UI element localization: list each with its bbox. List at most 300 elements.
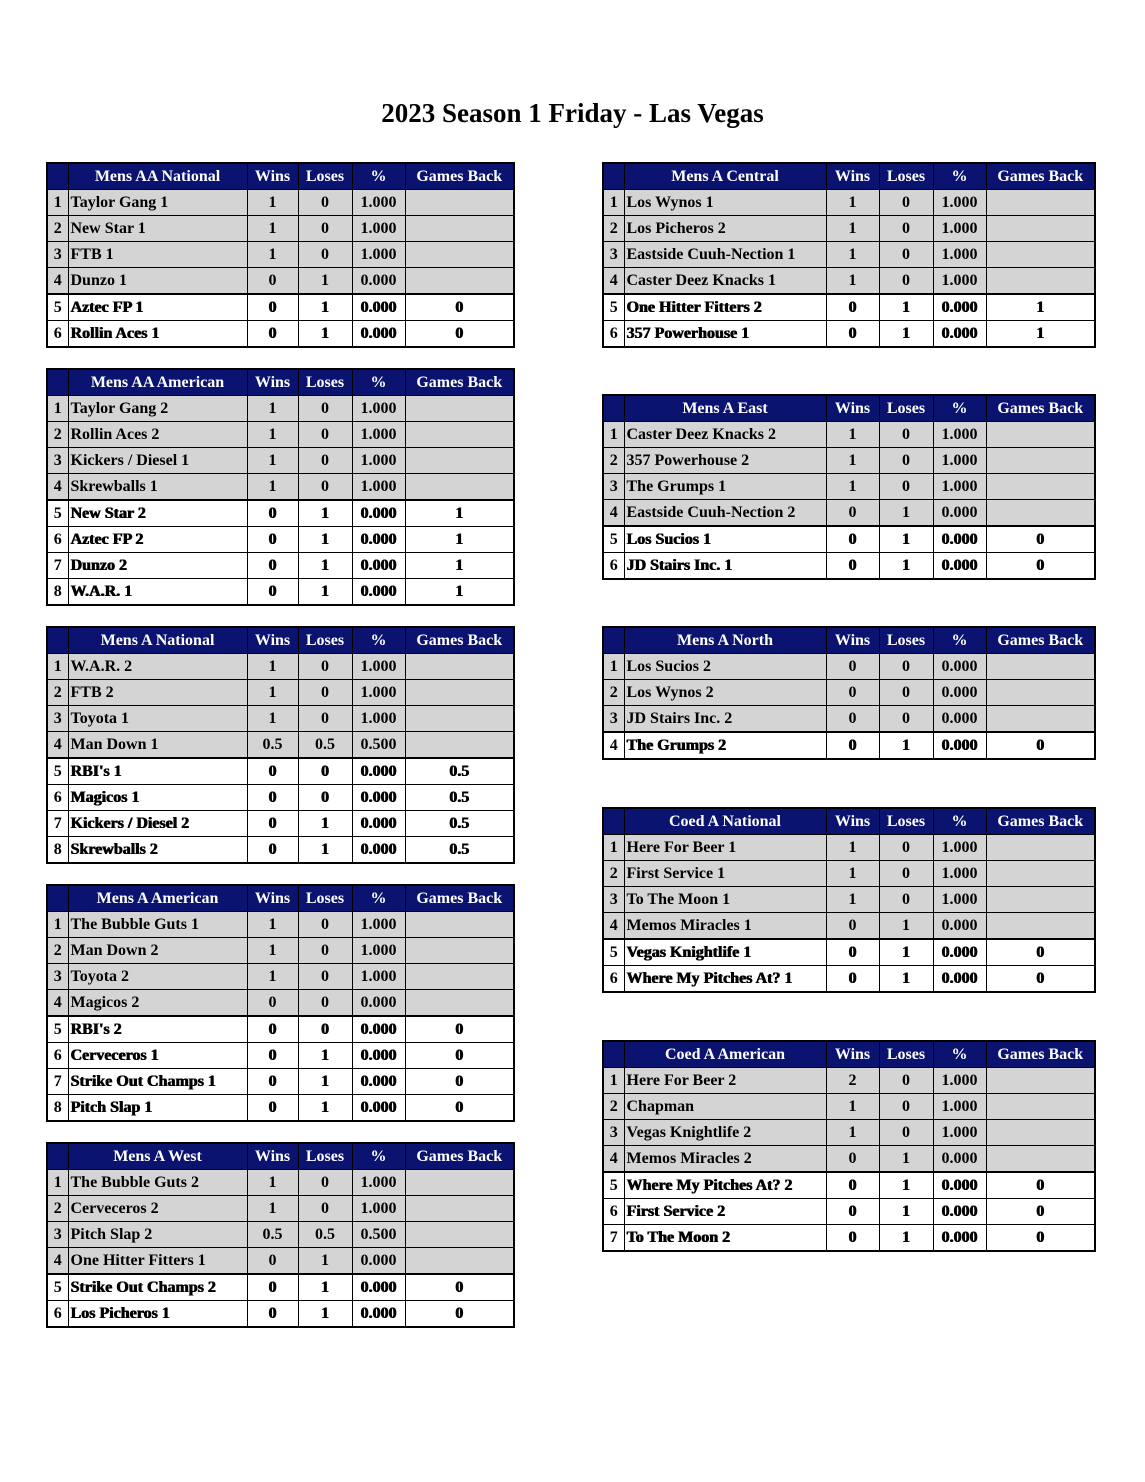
- pct-cell: 0.000: [352, 579, 405, 606]
- loses-cell: 0: [879, 242, 933, 268]
- games-back-cell: [405, 964, 514, 990]
- pct-cell: 0.000: [933, 1199, 986, 1225]
- table-row: [47, 1196, 514, 1222]
- table-row: [47, 912, 514, 938]
- loses-cell: 0: [298, 706, 352, 732]
- wins-cell: 1: [826, 422, 879, 448]
- standings-table-coed-a-national: [602, 807, 1096, 993]
- wins-cell: 0: [247, 294, 298, 321]
- standings-table-mens-a-central: [602, 162, 1096, 348]
- loses-cell: 0: [298, 680, 352, 706]
- rank-cell: 1: [603, 422, 624, 448]
- standings-table-mens-aa-national: [46, 162, 515, 348]
- rank-cell: 4: [603, 732, 624, 759]
- games-back-cell: [986, 887, 1095, 913]
- standings-table-mens-a-national: [46, 626, 515, 864]
- table-row: [603, 1199, 1095, 1225]
- wins-cell: 0: [826, 966, 879, 993]
- loses-cell: 0: [879, 680, 933, 706]
- wins-cell: 0: [247, 1069, 298, 1095]
- team-name: One Hitter Fitters 2: [624, 294, 826, 321]
- loses-cell: 0: [879, 474, 933, 500]
- rank-cell: 4: [603, 500, 624, 527]
- team-name: Skrewballs 1: [68, 474, 247, 501]
- rank-cell: 4: [603, 268, 624, 295]
- team-name: Where My Pitches At? 2: [624, 1172, 826, 1199]
- rank-cell: 6: [603, 966, 624, 993]
- games-back-cell: [986, 706, 1095, 733]
- header-games-back: Games Back: [986, 395, 1095, 422]
- rank-cell: 2: [603, 216, 624, 242]
- pct-cell: 1.000: [933, 861, 986, 887]
- games-back-cell: 1: [986, 321, 1095, 348]
- wins-cell: 0: [826, 553, 879, 580]
- standings-table-mens-aa-american: [46, 368, 515, 606]
- team-name: To The Moon 2: [624, 1225, 826, 1252]
- header-wins: Wins: [247, 885, 298, 912]
- games-back-cell: 1: [405, 500, 514, 527]
- header-rank-blank: [603, 1041, 624, 1068]
- wins-cell: 1: [247, 216, 298, 242]
- header-loses: Loses: [879, 163, 933, 190]
- loses-cell: 0: [879, 448, 933, 474]
- games-back-cell: 0: [405, 1016, 514, 1043]
- team-name: Where My Pitches At? 1: [624, 966, 826, 993]
- rank-cell: 3: [603, 887, 624, 913]
- wins-cell: 0: [826, 913, 879, 940]
- loses-cell: 0: [298, 448, 352, 474]
- pct-cell: 0.000: [352, 321, 405, 348]
- loses-cell: 1: [879, 500, 933, 527]
- wins-cell: 1: [247, 964, 298, 990]
- team-name: W.A.R. 2: [68, 654, 247, 680]
- pct-cell: 0.000: [352, 553, 405, 579]
- team-name: Taylor Gang 2: [68, 396, 247, 422]
- games-back-cell: 0: [986, 732, 1095, 759]
- division-name: Mens A East: [624, 395, 826, 422]
- team-name: Man Down 1: [68, 732, 247, 759]
- pct-cell: 0.500: [352, 732, 405, 759]
- games-back-cell: [986, 1120, 1095, 1146]
- table-row: [47, 448, 514, 474]
- team-name: Eastside Cuuh-Nection 2: [624, 500, 826, 527]
- rank-cell: 2: [603, 861, 624, 887]
- games-back-cell: [405, 1248, 514, 1275]
- games-back-cell: [405, 654, 514, 680]
- loses-cell: 1: [298, 294, 352, 321]
- header-rank-blank: [603, 163, 624, 190]
- loses-cell: 0: [298, 474, 352, 501]
- rank-cell: 5: [603, 526, 624, 553]
- team-name: RBI's 1: [68, 758, 247, 785]
- header-row: [603, 627, 1095, 654]
- header-wins: Wins: [826, 627, 879, 654]
- rank-cell: 1: [47, 1170, 68, 1196]
- wins-cell: 1: [826, 242, 879, 268]
- rank-cell: 5: [47, 1016, 68, 1043]
- rank-cell: 3: [47, 964, 68, 990]
- pct-cell: 0.000: [933, 913, 986, 940]
- header-row: [603, 808, 1095, 835]
- table-row: [47, 837, 514, 864]
- wins-cell: 0: [247, 268, 298, 295]
- pct-cell: 1.000: [352, 706, 405, 732]
- pct-cell: 1.000: [352, 654, 405, 680]
- table-row: [47, 1274, 514, 1301]
- pct-cell: 1.000: [352, 912, 405, 938]
- games-back-cell: [405, 190, 514, 216]
- team-name: The Bubble Guts 2: [68, 1170, 247, 1196]
- division-name: Coed A American: [624, 1041, 826, 1068]
- table-row: [603, 887, 1095, 913]
- rank-cell: 6: [47, 785, 68, 811]
- loses-cell: 0: [298, 1170, 352, 1196]
- games-back-cell: [986, 500, 1095, 527]
- team-name: Man Down 2: [68, 938, 247, 964]
- header-games-back: Games Back: [405, 627, 514, 654]
- loses-cell: 0: [879, 268, 933, 295]
- team-name: Los Wynos 2: [624, 680, 826, 706]
- rank-cell: 7: [603, 1225, 624, 1252]
- rank-cell: 2: [603, 1094, 624, 1120]
- wins-cell: 0: [826, 500, 879, 527]
- rank-cell: 7: [47, 1069, 68, 1095]
- pct-cell: 0.000: [352, 811, 405, 837]
- team-name: New Star 2: [68, 500, 247, 527]
- games-back-cell: 1: [405, 579, 514, 606]
- pct-cell: 1.000: [933, 190, 986, 216]
- team-name: Los Sucios 1: [624, 526, 826, 553]
- loses-cell: 0: [879, 887, 933, 913]
- games-back-cell: [986, 680, 1095, 706]
- table-row: [603, 861, 1095, 887]
- wins-cell: 0: [247, 811, 298, 837]
- table-row: [603, 1094, 1095, 1120]
- loses-cell: 0: [298, 990, 352, 1017]
- table-row: [47, 321, 514, 348]
- team-name: JD Stairs Inc. 1: [624, 553, 826, 580]
- rank-cell: 2: [603, 448, 624, 474]
- team-name: Dunzo 2: [68, 553, 247, 579]
- loses-cell: 1: [298, 1095, 352, 1122]
- table-row: [47, 1170, 514, 1196]
- pct-cell: 0.000: [352, 294, 405, 321]
- games-back-cell: 0: [986, 1199, 1095, 1225]
- games-back-cell: [986, 422, 1095, 448]
- pct-cell: 1.000: [352, 216, 405, 242]
- rank-cell: 2: [47, 1196, 68, 1222]
- rank-cell: 6: [47, 321, 68, 348]
- pct-cell: 1.000: [352, 396, 405, 422]
- pct-cell: 0.000: [352, 1043, 405, 1069]
- rank-cell: 1: [47, 396, 68, 422]
- team-name: FTB 2: [68, 680, 247, 706]
- loses-cell: 1: [298, 1274, 352, 1301]
- wins-cell: 1: [826, 190, 879, 216]
- header-loses: Loses: [879, 1041, 933, 1068]
- team-name: To The Moon 1: [624, 887, 826, 913]
- wins-cell: 0: [826, 680, 879, 706]
- rank-cell: 3: [47, 706, 68, 732]
- header-loses: Loses: [298, 885, 352, 912]
- loses-cell: 0: [298, 964, 352, 990]
- pct-cell: 1.000: [933, 474, 986, 500]
- pct-cell: 0.000: [933, 966, 986, 993]
- wins-cell: 1: [247, 190, 298, 216]
- wins-cell: 1: [247, 654, 298, 680]
- rank-cell: 3: [47, 448, 68, 474]
- games-back-cell: [405, 216, 514, 242]
- games-back-cell: [405, 732, 514, 759]
- loses-cell: 1: [298, 579, 352, 606]
- header-games-back: Games Back: [986, 627, 1095, 654]
- loses-cell: 1: [879, 939, 933, 966]
- table-row: [47, 553, 514, 579]
- games-back-cell: [405, 242, 514, 268]
- header-games-back: Games Back: [405, 1143, 514, 1170]
- division-name: Mens A North: [624, 627, 826, 654]
- header-loses: Loses: [879, 395, 933, 422]
- wins-cell: 0: [826, 1225, 879, 1252]
- games-back-cell: [986, 448, 1095, 474]
- team-name: Los Wynos 1: [624, 190, 826, 216]
- pct-cell: 1.000: [352, 422, 405, 448]
- table-row: [47, 1222, 514, 1248]
- table-row: [603, 268, 1095, 295]
- header-pct: %: [933, 808, 986, 835]
- loses-cell: 0: [879, 654, 933, 680]
- loses-cell: 1: [298, 527, 352, 553]
- table-row: [47, 990, 514, 1017]
- rank-cell: 1: [47, 654, 68, 680]
- team-name: 357 Powerhouse 1: [624, 321, 826, 348]
- games-back-cell: [405, 396, 514, 422]
- table-row: [47, 785, 514, 811]
- games-back-cell: 1: [405, 553, 514, 579]
- team-name: Los Picheros 2: [624, 216, 826, 242]
- header-wins: Wins: [247, 1143, 298, 1170]
- team-name: Aztec FP 2: [68, 527, 247, 553]
- loses-cell: 0: [298, 785, 352, 811]
- header-wins: Wins: [826, 163, 879, 190]
- pct-cell: 0.000: [933, 526, 986, 553]
- loses-cell: 0: [879, 422, 933, 448]
- pct-cell: 1.000: [933, 242, 986, 268]
- rank-cell: 1: [47, 912, 68, 938]
- header-loses: Loses: [298, 627, 352, 654]
- wins-cell: 0: [247, 990, 298, 1017]
- header-rank-blank: [603, 627, 624, 654]
- loses-cell: 1: [298, 321, 352, 348]
- games-back-cell: [986, 1094, 1095, 1120]
- rank-cell: 6: [603, 553, 624, 580]
- pct-cell: 1.000: [352, 964, 405, 990]
- games-back-cell: [986, 1068, 1095, 1094]
- games-back-cell: [405, 448, 514, 474]
- rank-cell: 4: [47, 474, 68, 501]
- rank-cell: 2: [603, 680, 624, 706]
- games-back-cell: 1: [405, 527, 514, 553]
- team-name: Pitch Slap 2: [68, 1222, 247, 1248]
- pct-cell: 0.000: [352, 1095, 405, 1122]
- table-row: [603, 242, 1095, 268]
- table-row: [47, 1069, 514, 1095]
- table-row: [47, 500, 514, 527]
- table-row: [47, 216, 514, 242]
- rank-cell: 1: [603, 190, 624, 216]
- team-name: Vegas Knightlife 2: [624, 1120, 826, 1146]
- team-name: Taylor Gang 1: [68, 190, 247, 216]
- games-back-cell: [986, 474, 1095, 500]
- rank-cell: 8: [47, 1095, 68, 1122]
- pct-cell: 0.000: [933, 654, 986, 680]
- pct-cell: 1.000: [933, 835, 986, 861]
- team-name: The Bubble Guts 1: [68, 912, 247, 938]
- pct-cell: 1.000: [352, 1196, 405, 1222]
- loses-cell: 0: [879, 706, 933, 733]
- pct-cell: 0.000: [352, 500, 405, 527]
- games-back-cell: [405, 474, 514, 501]
- pct-cell: 0.000: [352, 1016, 405, 1043]
- table-row: [47, 938, 514, 964]
- team-name: Kickers / Diesel 2: [68, 811, 247, 837]
- table-row: [603, 706, 1095, 733]
- games-back-cell: [986, 190, 1095, 216]
- wins-cell: 0: [826, 526, 879, 553]
- header-row: [47, 369, 514, 396]
- rank-cell: 5: [603, 294, 624, 321]
- header-loses: Loses: [298, 1143, 352, 1170]
- games-back-cell: [986, 268, 1095, 295]
- pct-cell: 1.000: [933, 887, 986, 913]
- wins-cell: 0: [826, 732, 879, 759]
- rank-cell: 1: [603, 1068, 624, 1094]
- table-row: [603, 913, 1095, 940]
- wins-cell: 0: [247, 553, 298, 579]
- table-row: [603, 1172, 1095, 1199]
- rank-cell: 3: [603, 706, 624, 733]
- loses-cell: 0: [879, 190, 933, 216]
- table-row: [47, 758, 514, 785]
- team-name: One Hitter Fitters 1: [68, 1248, 247, 1275]
- rank-cell: 4: [47, 732, 68, 759]
- wins-cell: 0: [826, 939, 879, 966]
- table-row: [603, 216, 1095, 242]
- games-back-cell: 0: [405, 1043, 514, 1069]
- rank-cell: 5: [603, 939, 624, 966]
- rank-cell: 6: [47, 1301, 68, 1328]
- team-name: New Star 1: [68, 216, 247, 242]
- loses-cell: 1: [879, 553, 933, 580]
- loses-cell: 1: [879, 321, 933, 348]
- table-row: [47, 422, 514, 448]
- team-name: FTB 1: [68, 242, 247, 268]
- header-wins: Wins: [826, 395, 879, 422]
- table-row: [47, 732, 514, 759]
- loses-cell: 0: [298, 758, 352, 785]
- loses-cell: 1: [879, 526, 933, 553]
- team-name: Toyota 1: [68, 706, 247, 732]
- header-row: [47, 1143, 514, 1170]
- team-name: Vegas Knightlife 1: [624, 939, 826, 966]
- team-name: Skrewballs 2: [68, 837, 247, 864]
- table-row: [47, 1016, 514, 1043]
- table-row: [47, 654, 514, 680]
- games-back-cell: 0: [405, 294, 514, 321]
- header-games-back: Games Back: [405, 369, 514, 396]
- pct-cell: 0.000: [933, 732, 986, 759]
- table-row: [47, 268, 514, 295]
- team-name: Memos Miracles 1: [624, 913, 826, 940]
- wins-cell: 1: [247, 396, 298, 422]
- team-name: Strike Out Champs 1: [68, 1069, 247, 1095]
- loses-cell: 0: [879, 861, 933, 887]
- team-name: Cerveceros 2: [68, 1196, 247, 1222]
- team-name: Los Sucios 2: [624, 654, 826, 680]
- pct-cell: 0.000: [933, 680, 986, 706]
- wins-cell: 0: [826, 1146, 879, 1173]
- table-row: [603, 448, 1095, 474]
- team-name: Cerveceros 1: [68, 1043, 247, 1069]
- table-row: [47, 294, 514, 321]
- table-row: [603, 966, 1095, 993]
- games-back-cell: 0: [986, 1225, 1095, 1252]
- wins-cell: 0: [247, 1301, 298, 1328]
- pct-cell: 0.000: [352, 837, 405, 864]
- table-row: [47, 579, 514, 606]
- rank-cell: 4: [603, 913, 624, 940]
- team-name: Here For Beer 1: [624, 835, 826, 861]
- games-back-cell: [405, 938, 514, 964]
- header-games-back: Games Back: [986, 1041, 1095, 1068]
- wins-cell: 1: [247, 422, 298, 448]
- team-name: Magicos 2: [68, 990, 247, 1017]
- team-name: Toyota 2: [68, 964, 247, 990]
- games-back-cell: 0.5: [405, 811, 514, 837]
- wins-cell: 1: [826, 216, 879, 242]
- loses-cell: 0: [298, 912, 352, 938]
- team-name: Eastside Cuuh-Nection 1: [624, 242, 826, 268]
- wins-cell: 0: [826, 1172, 879, 1199]
- header-pct: %: [933, 1041, 986, 1068]
- pct-cell: 0.000: [352, 990, 405, 1017]
- games-back-cell: [986, 654, 1095, 680]
- rank-cell: 5: [47, 1274, 68, 1301]
- pct-cell: 1.000: [933, 1094, 986, 1120]
- header-pct: %: [933, 627, 986, 654]
- header-pct: %: [352, 885, 405, 912]
- table-row: [603, 474, 1095, 500]
- wins-cell: 0: [247, 785, 298, 811]
- wins-cell: 0: [826, 706, 879, 733]
- wins-cell: 0: [826, 654, 879, 680]
- games-back-cell: [405, 1170, 514, 1196]
- team-name: First Service 2: [624, 1199, 826, 1225]
- loses-cell: 0: [298, 242, 352, 268]
- rank-cell: 3: [603, 242, 624, 268]
- wins-cell: 1: [247, 242, 298, 268]
- header-rank-blank: [47, 627, 68, 654]
- rank-cell: 6: [47, 1043, 68, 1069]
- pct-cell: 0.000: [933, 500, 986, 527]
- team-name: Chapman: [624, 1094, 826, 1120]
- team-name: Pitch Slap 1: [68, 1095, 247, 1122]
- header-row: [603, 163, 1095, 190]
- games-back-cell: [986, 1146, 1095, 1173]
- loses-cell: 1: [298, 1248, 352, 1275]
- loses-cell: 0: [879, 835, 933, 861]
- pct-cell: 0.000: [352, 1301, 405, 1328]
